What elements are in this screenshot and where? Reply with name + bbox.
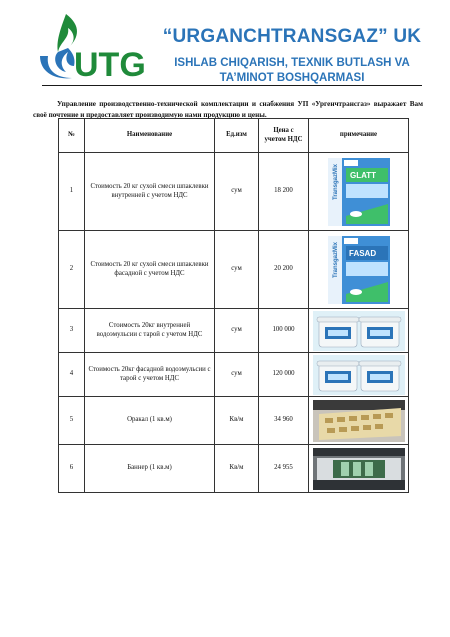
- paint-buckets-icon: [313, 355, 405, 395]
- paint-buckets-icon: [313, 311, 405, 351]
- table-row: [59, 353, 409, 397]
- product-image-cell: [309, 397, 409, 445]
- product-unit: Кв/м: [215, 445, 259, 493]
- row-number: 6: [59, 445, 85, 493]
- product-unit: сум: [215, 231, 259, 309]
- bag-brand: TransgazMix: [332, 241, 339, 278]
- bag-brand: TransgazMix: [332, 163, 339, 200]
- logo-text: UTG: [74, 46, 146, 82]
- product-unit: сум: [215, 353, 259, 397]
- header-name: Наименование: [85, 119, 215, 153]
- product-price: 100 000: [259, 309, 309, 353]
- product-name: Стоимость 20кг внутренней водоэмульсии с тарой с учетом НДС: [85, 309, 215, 353]
- products-table: [58, 118, 409, 493]
- division-name-line2: TA’MINOT BOSHQARMASI: [219, 72, 365, 84]
- utg-logo: [38, 12, 154, 82]
- product-unit: Кв/м: [215, 397, 259, 445]
- header-price: Цена с учетом НДС: [259, 119, 309, 153]
- row-number: 4: [59, 353, 85, 397]
- intro-paragraph: Управление производственно-технической комплектации и снабжения УП «Ургенчтрансгаз» выражает Вам своё почтение и предоставляет производимую нами продукцию и цены.: [33, 100, 423, 119]
- oracal-printer-icon: [313, 400, 405, 442]
- row-number: 2: [59, 231, 85, 309]
- table-row: [59, 153, 409, 231]
- row-number: 1: [59, 153, 85, 231]
- header-unit: Ед.изм: [215, 119, 259, 153]
- product-image-cell: [309, 309, 409, 353]
- division-name-line1: ISHLAB CHIQARISH, TEXNIK BUTLASH VA: [174, 57, 410, 69]
- product-unit: сум: [215, 153, 259, 231]
- flame-logo-icon: [38, 12, 154, 82]
- product-image-cell: [309, 353, 409, 397]
- product-name: Стоимость 20 кг сухой смеси шпаклевки фасадной с учетом НДС: [85, 231, 215, 309]
- table-header-row: [59, 119, 409, 153]
- product-name: Баннер (1 кв.м): [85, 445, 215, 493]
- table-row: [59, 445, 409, 493]
- bag-label: GLATT: [349, 170, 376, 180]
- row-number: 5: [59, 397, 85, 445]
- bag-glatt-icon: [324, 156, 394, 228]
- company-name: “URGANCHTRANSGAZ” UK: [162, 26, 422, 47]
- bag-label: FASAD: [348, 248, 376, 258]
- banner-printer-icon: [313, 448, 405, 490]
- product-image-cell: [309, 231, 409, 309]
- product-price: 20 200: [259, 231, 309, 309]
- product-unit: сум: [215, 309, 259, 353]
- product-price: 18 200: [259, 153, 309, 231]
- product-price: 120 000: [259, 353, 309, 397]
- bag-fasad-icon: [324, 234, 394, 306]
- product-price: 34 960: [259, 397, 309, 445]
- product-price: 24 955: [259, 445, 309, 493]
- header-note: примечание: [309, 119, 409, 153]
- header-divider: [42, 85, 422, 86]
- table-row: [59, 397, 409, 445]
- header-num: №: [59, 119, 85, 153]
- product-name: Оракал (1 кв.м): [85, 397, 215, 445]
- product-image-cell: [309, 153, 409, 231]
- table-row: [59, 309, 409, 353]
- product-name: Стоимость 20 кг сухой смеси шпаклевки внутренней с учетом НДС: [85, 153, 215, 231]
- table-row: [59, 231, 409, 309]
- row-number: 3: [59, 309, 85, 353]
- product-name: Стоимость 20кг фасадной водоэмульсии с тарой с учетом НДС: [85, 353, 215, 397]
- product-image-cell: [309, 445, 409, 493]
